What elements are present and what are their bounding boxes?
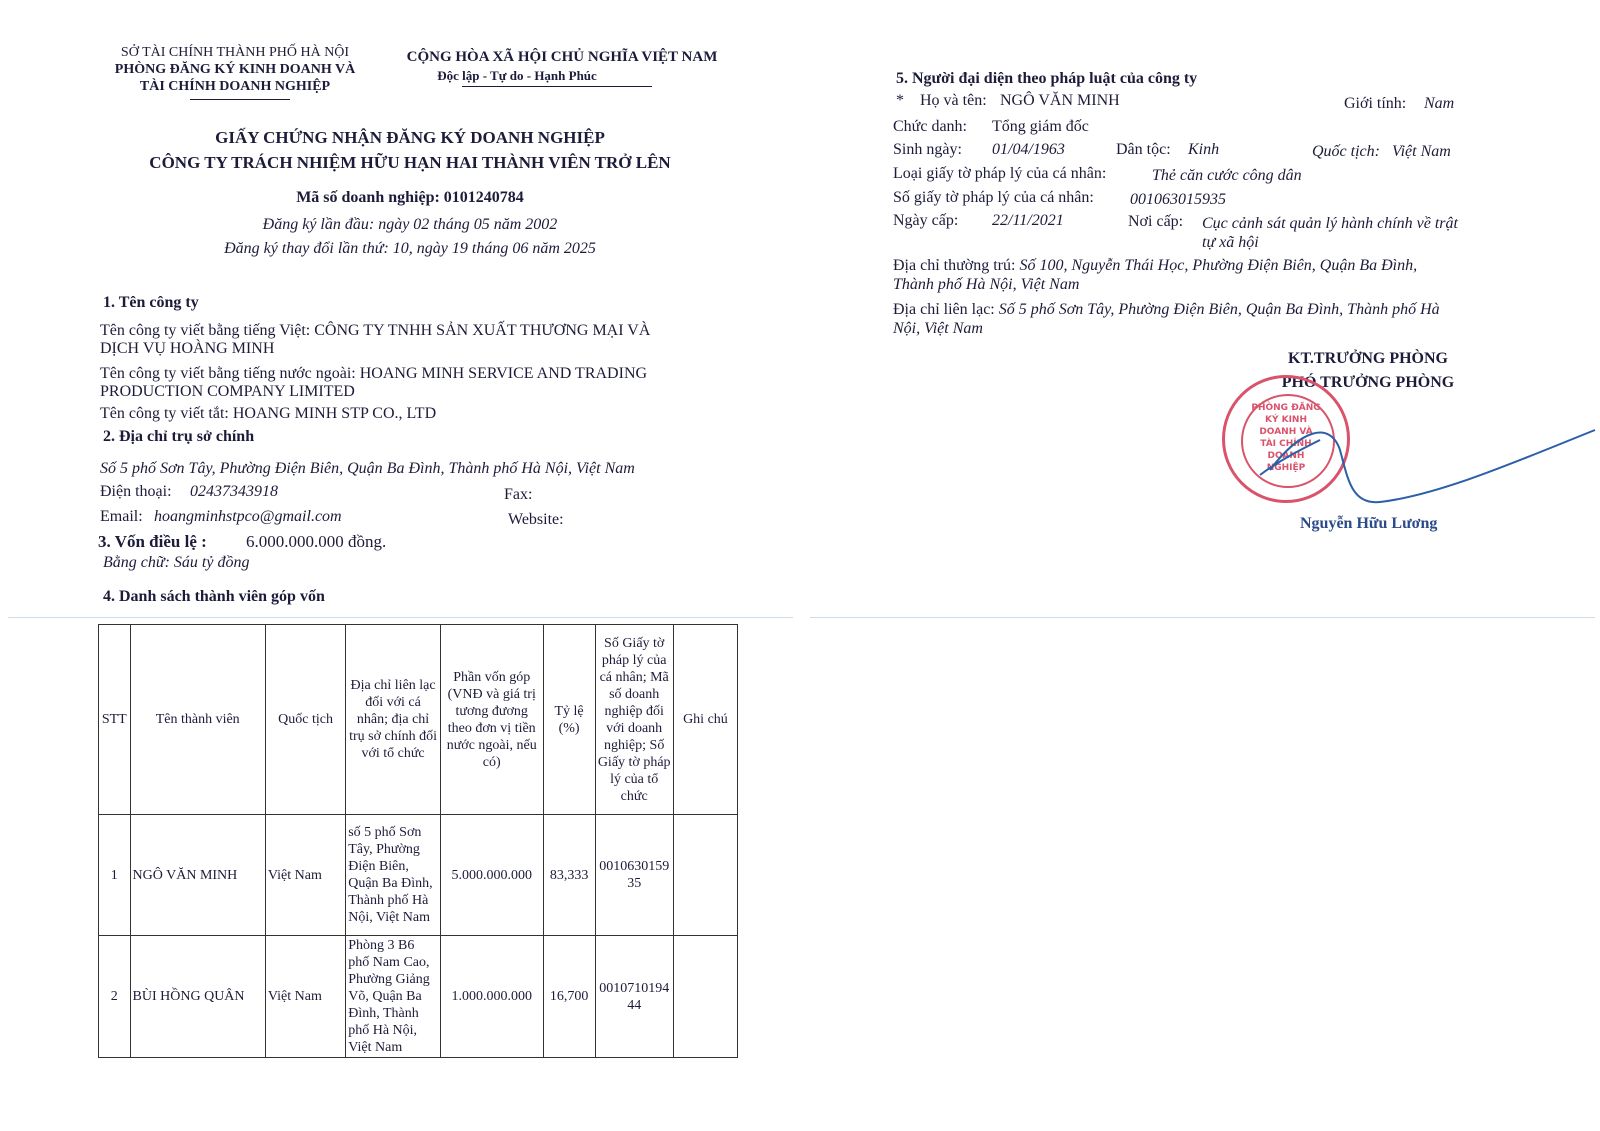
- cell-nationality: Việt Nam: [265, 815, 345, 936]
- cell-note: [673, 815, 737, 936]
- permanent-address-line-2: Thành phố Hà Nội, Việt Nam: [893, 276, 1080, 293]
- first-registration: Đăng ký lần đầu: ngày 02 tháng 05 năm 2002: [262, 216, 558, 233]
- cell-nationality: Việt Nam: [265, 936, 345, 1058]
- permanent-address: [893, 256, 1417, 294]
- permanent-address-line-1: Số 100, Nguyễn Thái Học, Phường Điện Biên, Quận Ba Đình,: [1019, 257, 1418, 274]
- section-3-heading: 3. Vốn điều lệ :: [98, 532, 207, 551]
- header-id-number: Số Giấy tờ pháp lý của cá nhân; Mã số doanh nghiệp đối với doanh nghiệp; Số Giấy tờ pháp lý của tổ chức: [595, 625, 673, 815]
- contact-address-line-1: Số 5 phố Sơn Tây, Phường Điện Biên, Quận Ba Đình, Thành phố Hà: [998, 301, 1440, 318]
- doc-no-value: 001063015935: [1130, 191, 1226, 208]
- ethnic-value: Kinh: [1188, 141, 1220, 158]
- cell-stt: 1: [99, 815, 131, 936]
- issue-place-line-1: Cục cảnh sát quản lý hành chính về trật: [1202, 215, 1458, 232]
- company-name-vn: [100, 322, 650, 358]
- section-4-heading: 4. Danh sách thành viên góp vốn: [103, 588, 325, 605]
- company-name-foreign: [100, 365, 647, 401]
- fax-label: Fax:: [504, 486, 533, 503]
- website-label: Website:: [508, 511, 564, 528]
- bullet: *: [896, 92, 904, 109]
- issue-place-value: [1202, 214, 1458, 252]
- cell-note: [673, 936, 737, 1058]
- header-ratio: Tỷ lệ (%): [543, 625, 595, 815]
- contact-address-label: Địa chỉ liên lạc:: [893, 301, 995, 318]
- dob-value: 01/04/1963: [992, 141, 1065, 158]
- section-2-heading: 2. Địa chỉ trụ sở chính: [103, 428, 255, 445]
- dob-label: Sinh ngày:: [893, 141, 962, 158]
- authority-line-3: TÀI CHÍNH DOANH NGHIỆP: [139, 79, 331, 94]
- section-1-heading: 1. Tên công ty: [103, 294, 199, 311]
- change-registration: Đăng ký thay đổi lần thứ: 10, ngày 19 tháng 06 năm 2025: [224, 240, 596, 257]
- gender-label: Giới tính:: [1344, 95, 1407, 112]
- phone-label: Điện thoại:: [100, 483, 172, 500]
- cell-name: NGÔ VĂN MINH: [130, 815, 265, 936]
- national-motto: Độc lập - Tự do - Hạnh Phúc: [437, 68, 597, 83]
- company-name-foreign-line-2: PRODUCTION COMPANY LIMITED: [100, 383, 355, 400]
- header-name: Tên thành viên: [130, 625, 265, 815]
- table-row: [99, 815, 738, 936]
- company-name-vn-line-1: Tên công ty viết bằng tiếng Việt: CÔNG TY TNHH SẢN XUẤT THƯƠNG MẠI VÀ: [100, 322, 651, 339]
- cell-address: số 5 phố Sơn Tây, Phường Điện Biên, Quận Ba Đình, Thành phố Hà Nội, Việt Nam: [346, 815, 441, 936]
- doc-type-label: Loại giấy tờ pháp lý của cá nhân:: [893, 165, 1107, 182]
- cell-id-number: 001063015935: [595, 815, 673, 936]
- ethnic-label: Dân tộc:: [1116, 141, 1171, 158]
- certificate-title: GIẤY CHỨNG NHẬN ĐĂNG KÝ DOANH NGHIỆP: [215, 128, 605, 147]
- authority-line-2: PHÒNG ĐĂNG KÝ KINH DOANH VÀ: [114, 62, 356, 77]
- email-value: hoangminhstpco@gmail.com: [154, 508, 342, 525]
- signatory-title-2: PHÓ TRƯỞNG PHÒNG: [1281, 374, 1455, 391]
- issuing-authority: [100, 44, 370, 95]
- issue-date-value: 22/11/2021: [992, 212, 1064, 229]
- cell-stt: 2: [99, 936, 131, 1058]
- nationality-label: Quốc tịch:: [1312, 143, 1380, 160]
- header-contribution: Phần vốn góp (VNĐ và giá trị tương đương theo đơn vị tiền nước ngoài, nếu có): [440, 625, 543, 815]
- head-office-address: Số 5 phố Sơn Tây, Phường Điện Biên, Quận Ba Đình, Thành phố Hà Nội, Việt Nam: [100, 460, 635, 477]
- cell-ratio: 83,333: [543, 815, 595, 936]
- issue-place-label: Nơi cấp:: [1128, 213, 1184, 230]
- cell-contribution: 5.000.000.000: [440, 815, 543, 936]
- stamp-text: PHÒNG ĐĂNG KÝ KINH DOANH VÀ TÀI CHÍNH DOANH NGHIỆP: [1251, 403, 1321, 473]
- company-short-name: Tên công ty viết tắt: HOANG MINH STP CO., LTD: [100, 405, 437, 422]
- issue-place-line-2: tự xã hội: [1202, 234, 1259, 251]
- enterprise-code: Mã số doanh nghiệp: 0101240784: [296, 189, 524, 206]
- nationality-value: Việt Nam: [1392, 143, 1451, 160]
- title-value: Tổng giám đốc: [992, 118, 1089, 135]
- doc-no-label: Số giấy tờ pháp lý của cá nhân:: [893, 189, 1094, 206]
- permanent-address-label: Địa chỉ thường trú:: [893, 257, 1016, 274]
- contact-address-line-2: Nội, Việt Nam: [893, 320, 983, 337]
- gender-value: Nam: [1424, 95, 1455, 112]
- table-row: [99, 936, 738, 1058]
- title-label: Chức danh:: [893, 118, 967, 135]
- rep-name: NGÔ VĂN MINH: [1000, 92, 1120, 109]
- header-nationality: Quốc tịch: [265, 625, 345, 815]
- header-address: Địa chỉ liên lạc đối với cá nhân; địa chỉ trụ sở chính đối với tổ chức: [346, 625, 441, 815]
- email-label: Email:: [100, 508, 143, 525]
- company-type-title: CÔNG TY TRÁCH NHIỆM HỮU HẠN HAI THÀNH VIÊN TRỞ LÊN: [149, 153, 671, 172]
- signer-name: Nguyễn Hữu Lương: [1300, 515, 1438, 532]
- phone-value: 02437343918: [190, 483, 278, 500]
- contact-address: [893, 300, 1440, 338]
- cell-contribution: 1.000.000.000: [440, 936, 543, 1058]
- capital-in-words: Bằng chữ: Sáu tỷ đồng: [103, 554, 250, 571]
- table-header-row: [99, 625, 738, 815]
- company-name-foreign-line-1: Tên công ty viết bằng tiếng nước ngoài: HOANG MINH SERVICE AND TRADING: [100, 365, 648, 382]
- signature: [1240, 410, 1600, 520]
- cell-ratio: 16,700: [543, 936, 595, 1058]
- charter-capital: 6.000.000.000 đồng.: [246, 532, 387, 551]
- cell-name: BÙI HỒNG QUÂN: [130, 936, 265, 1058]
- cell-address: Phòng 3 B6 phố Nam Cao, Phường Giảng Võ, Quận Ba Đình, Thành phố Hà Nội, Việt Nam: [346, 936, 441, 1058]
- company-name-vn-line-2: DỊCH VỤ HOÀNG MINH: [100, 340, 275, 357]
- header-stt: STT: [99, 625, 131, 815]
- doc-type-value: Thẻ căn cước công dân: [1152, 167, 1302, 184]
- header-note: Ghi chú: [673, 625, 737, 815]
- cell-id-number: 001071019444: [595, 936, 673, 1058]
- name-label: Họ và tên:: [920, 92, 987, 109]
- issue-date-label: Ngày cấp:: [893, 212, 959, 229]
- signatory-title-1: KT.TRƯỞNG PHÒNG: [1288, 350, 1448, 367]
- members-table: [98, 624, 738, 1058]
- republic-name: CỘNG HÒA XÃ HỘI CHỦ NGHĨA VIỆT NAM: [406, 49, 718, 65]
- authority-line-1: SỞ TÀI CHÍNH THÀNH PHỐ HÀ NỘI: [120, 45, 350, 60]
- section-5-heading: 5. Người đại diện theo pháp luật của công ty: [896, 70, 1198, 87]
